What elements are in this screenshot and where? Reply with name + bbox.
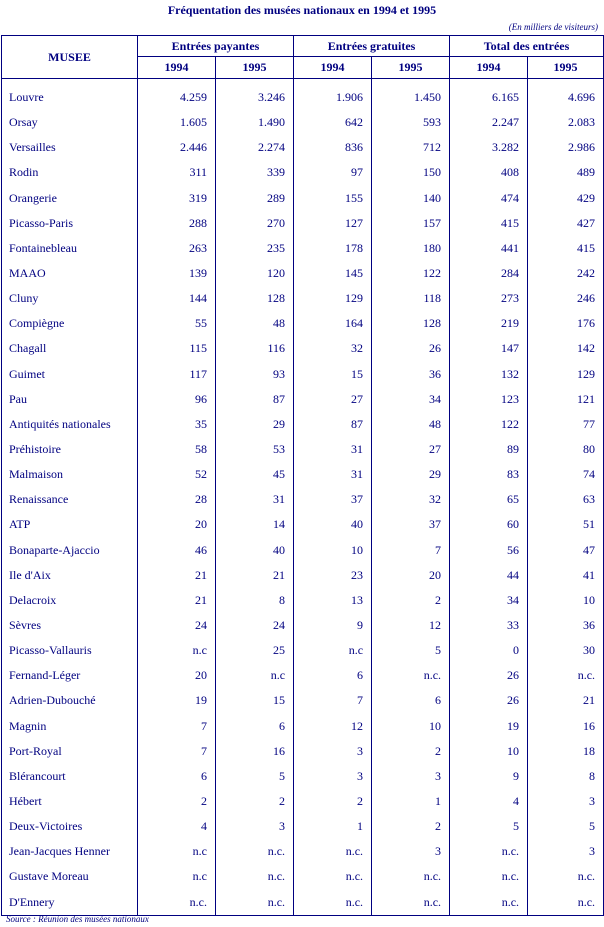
- value-cell: 10: [294, 538, 372, 563]
- value-cell: n.c.: [294, 864, 372, 889]
- museum-name-cell: Deux-Victoires: [9, 819, 83, 834]
- value-cell: 144: [138, 286, 216, 311]
- value-cell: 474: [450, 186, 528, 211]
- value-cell: 129: [294, 286, 372, 311]
- value-cell: 13: [294, 588, 372, 613]
- value-cell: 16: [216, 739, 294, 764]
- museum-name-cell: Louvre: [9, 90, 44, 105]
- value-cell: 37: [294, 487, 372, 512]
- museum-name-cell: Hébert: [9, 794, 42, 808]
- value-cell: 122: [450, 412, 528, 437]
- value-cell: 30: [528, 638, 604, 663]
- value-cell: 12: [372, 613, 450, 638]
- value-cell: 427: [528, 211, 604, 236]
- value-cell: 18: [528, 739, 604, 764]
- value-cell: 642: [294, 110, 372, 135]
- museum-name-cell: Adrien-Dubouché: [9, 693, 96, 708]
- museum-name-cell: Picasso-Paris: [9, 215, 73, 230]
- value-cell: 58: [138, 437, 216, 462]
- value-cell: 34: [372, 387, 450, 412]
- value-cell: 145: [294, 261, 372, 286]
- value-cell: 6: [138, 764, 216, 789]
- value-cell: 33: [450, 613, 528, 638]
- value-cell: 441: [450, 236, 528, 261]
- value-cell: 242: [528, 261, 604, 286]
- year-header: 1995: [372, 57, 450, 79]
- value-cell: n.c.: [216, 864, 294, 889]
- value-cell: 1: [294, 814, 372, 839]
- value-cell: 31: [216, 487, 294, 512]
- value-cell: 147: [450, 336, 528, 361]
- value-cell: 4.259: [138, 79, 216, 111]
- value-cell: 27: [372, 437, 450, 462]
- table-row: [2, 211, 604, 236]
- value-cell: 7: [372, 538, 450, 563]
- value-cell: 36: [528, 613, 604, 638]
- table-row: [2, 462, 604, 487]
- value-cell: 87: [216, 387, 294, 412]
- value-cell: 128: [216, 286, 294, 311]
- museum-name-cell: Antiquités nationales: [9, 416, 111, 431]
- value-cell: 4: [450, 789, 528, 814]
- value-cell: 235: [216, 236, 294, 261]
- year-header: 1995: [216, 57, 294, 79]
- value-cell: 56: [450, 538, 528, 563]
- value-cell: 1.605: [138, 110, 216, 135]
- value-cell: 47: [528, 538, 604, 563]
- table-row: [2, 110, 604, 135]
- value-cell: n.c.: [450, 864, 528, 889]
- museum-name-cell: Fernand-Léger: [9, 668, 81, 683]
- museum-name-cell: Jean-Jacques Henner: [9, 844, 110, 859]
- museum-attendance-table: [1, 35, 604, 916]
- value-cell: 52: [138, 462, 216, 487]
- value-cell: 35: [138, 412, 216, 437]
- value-cell: 65: [450, 487, 528, 512]
- value-cell: 74: [528, 462, 604, 487]
- museum-name-cell: Gustave Moreau: [9, 869, 89, 884]
- value-cell: 2.986: [528, 135, 604, 160]
- value-cell: 1.450: [372, 79, 450, 111]
- table-row: [2, 764, 604, 789]
- museum-name-cell: Pau: [9, 391, 27, 406]
- value-cell: 5: [372, 638, 450, 663]
- value-cell: 20: [138, 663, 216, 688]
- value-cell: 15: [216, 688, 294, 713]
- museum-name-cell: Magnin: [9, 718, 47, 733]
- table-body: [2, 79, 604, 916]
- value-cell: 9: [294, 613, 372, 638]
- year-header: 1995: [528, 57, 604, 79]
- museum-name-cell: Port-Royal: [9, 743, 62, 758]
- value-cell: 5: [216, 764, 294, 789]
- year-header: 1994: [294, 57, 372, 79]
- value-cell: 429: [528, 186, 604, 211]
- value-cell: 7: [294, 688, 372, 713]
- value-cell: 87: [294, 412, 372, 437]
- value-cell: 2: [138, 789, 216, 814]
- value-cell: 140: [372, 186, 450, 211]
- value-cell: 34: [450, 588, 528, 613]
- value-cell: 6: [294, 663, 372, 688]
- value-cell: 21: [138, 588, 216, 613]
- museum-name-cell: D'Ennery: [9, 894, 55, 909]
- value-cell: 16: [528, 714, 604, 739]
- value-cell: 48: [372, 412, 450, 437]
- value-cell: n.c: [294, 638, 372, 663]
- table-row: [2, 336, 604, 361]
- value-cell: 10: [450, 739, 528, 764]
- value-cell: 408: [450, 160, 528, 185]
- value-cell: 284: [450, 261, 528, 286]
- value-cell: 593: [372, 110, 450, 135]
- value-cell: n.c: [216, 663, 294, 688]
- museum-name-cell: Picasso-Vallauris: [9, 643, 92, 658]
- value-cell: 155: [294, 186, 372, 211]
- value-cell: 77: [528, 412, 604, 437]
- value-cell: 2.274: [216, 135, 294, 160]
- value-cell: 164: [294, 311, 372, 336]
- table-row: [2, 437, 604, 462]
- value-cell: 489: [528, 160, 604, 185]
- value-cell: 26: [450, 663, 528, 688]
- value-cell: 31: [294, 437, 372, 462]
- value-cell: 3: [372, 839, 450, 864]
- value-cell: 25: [216, 638, 294, 663]
- value-cell: 31: [294, 462, 372, 487]
- value-cell: 7: [138, 739, 216, 764]
- museum-name-cell: Renaissance: [9, 492, 69, 507]
- value-cell: 263: [138, 236, 216, 261]
- value-cell: 1.906: [294, 79, 372, 111]
- value-cell: 5: [450, 814, 528, 839]
- value-cell: 97: [294, 160, 372, 185]
- value-cell: 2: [372, 814, 450, 839]
- table-row: [2, 487, 604, 512]
- table-row: [2, 538, 604, 563]
- table-row: [2, 864, 604, 889]
- table-row: [2, 311, 604, 336]
- value-cell: 5: [528, 814, 604, 839]
- value-cell: 12: [294, 714, 372, 739]
- value-cell: 19: [450, 714, 528, 739]
- value-cell: 19: [138, 688, 216, 713]
- value-cell: n.c.: [294, 839, 372, 864]
- table-row: [2, 688, 604, 713]
- value-cell: 89: [450, 437, 528, 462]
- value-cell: n.c.: [216, 890, 294, 916]
- table-row: [2, 714, 604, 739]
- table-row: [2, 588, 604, 613]
- value-cell: 3: [528, 839, 604, 864]
- table-row: [2, 135, 604, 160]
- value-cell: 3: [216, 814, 294, 839]
- museum-name-cell: Ile d'Aix: [9, 567, 51, 582]
- value-cell: n.c.: [528, 663, 604, 688]
- value-cell: 289: [216, 186, 294, 211]
- museum-name-cell: ATP: [9, 517, 31, 532]
- value-cell: 37: [372, 512, 450, 537]
- value-cell: 270: [216, 211, 294, 236]
- value-cell: 142: [528, 336, 604, 361]
- table-row: [2, 412, 604, 437]
- value-cell: 129: [528, 362, 604, 387]
- value-cell: 7: [138, 714, 216, 739]
- value-cell: 29: [216, 412, 294, 437]
- museum-name-cell: Blérancourt: [9, 768, 66, 783]
- value-cell: 6: [372, 688, 450, 713]
- unit-note: (En milliers de visiteurs): [508, 22, 598, 32]
- value-cell: 55: [138, 311, 216, 336]
- value-cell: 127: [294, 211, 372, 236]
- museum-name-cell: Orsay: [9, 115, 38, 130]
- year-header: 1994: [450, 57, 528, 79]
- value-cell: 53: [216, 437, 294, 462]
- table-row: [2, 839, 604, 864]
- value-cell: 4.696: [528, 79, 604, 111]
- value-cell: 46: [138, 538, 216, 563]
- value-cell: 3: [372, 764, 450, 789]
- value-cell: 2.083: [528, 110, 604, 135]
- value-cell: 6: [216, 714, 294, 739]
- table-row: [2, 613, 604, 638]
- museum-name-cell: Rodin: [9, 165, 39, 180]
- value-cell: n.c.: [528, 890, 604, 916]
- value-cell: 2.247: [450, 110, 528, 135]
- value-cell: 2: [372, 588, 450, 613]
- museum-name-cell: Versailles: [9, 140, 56, 155]
- value-cell: 132: [450, 362, 528, 387]
- museum-name-cell: Bonaparte-Ajaccio: [9, 542, 100, 557]
- value-cell: 51: [528, 512, 604, 537]
- group-header-free: Entrées gratuites: [294, 36, 450, 57]
- table-row: [2, 789, 604, 814]
- table-row: [2, 261, 604, 286]
- table-row: [2, 638, 604, 663]
- table-row: [2, 663, 604, 688]
- value-cell: n.c.: [216, 839, 294, 864]
- museum-name-cell: Préhistoire: [9, 442, 61, 457]
- value-cell: 26: [450, 688, 528, 713]
- value-cell: 21: [528, 688, 604, 713]
- value-cell: 178: [294, 236, 372, 261]
- table-row: [2, 79, 604, 111]
- table-row: [2, 890, 604, 916]
- value-cell: 117: [138, 362, 216, 387]
- value-cell: 157: [372, 211, 450, 236]
- value-cell: 246: [528, 286, 604, 311]
- value-cell: 123: [450, 387, 528, 412]
- value-cell: 8: [528, 764, 604, 789]
- value-cell: 20: [138, 512, 216, 537]
- value-cell: 20: [372, 563, 450, 588]
- value-cell: 44: [450, 563, 528, 588]
- value-cell: 339: [216, 160, 294, 185]
- table-row: [2, 362, 604, 387]
- value-cell: 48: [216, 311, 294, 336]
- museum-name-cell: Guimet: [9, 366, 45, 381]
- value-cell: 8: [216, 588, 294, 613]
- value-cell: 180: [372, 236, 450, 261]
- header-group-row: [2, 36, 604, 57]
- value-cell: n.c.: [528, 864, 604, 889]
- value-cell: 128: [372, 311, 450, 336]
- table-row: [2, 563, 604, 588]
- value-cell: n.c.: [372, 663, 450, 688]
- value-cell: 115: [138, 336, 216, 361]
- source-note: Source : Réunion des musées nationaux: [6, 914, 149, 924]
- museum-name-cell: Fontainebleau: [9, 240, 77, 255]
- value-cell: 150: [372, 160, 450, 185]
- museum-name-cell: Sèvres: [9, 618, 41, 633]
- value-cell: 415: [528, 236, 604, 261]
- museum-name-cell: Malmaison: [9, 467, 63, 482]
- value-cell: 311: [138, 160, 216, 185]
- museum-name-cell: Cluny: [9, 291, 39, 306]
- value-cell: 24: [216, 613, 294, 638]
- value-cell: 28: [138, 487, 216, 512]
- value-cell: 2: [216, 789, 294, 814]
- group-header-paid: Entrées payantes: [138, 36, 294, 57]
- museum-name-cell: Delacroix: [9, 592, 57, 607]
- value-cell: n.c.: [450, 839, 528, 864]
- value-cell: n.c.: [372, 864, 450, 889]
- value-cell: 1.490: [216, 110, 294, 135]
- museum-name-cell: Orangerie: [9, 190, 57, 205]
- value-cell: 83: [450, 462, 528, 487]
- museum-name-cell: Compiègne: [9, 316, 65, 331]
- value-cell: 116: [216, 336, 294, 361]
- year-header: 1994: [138, 57, 216, 79]
- value-cell: n.c.: [294, 890, 372, 916]
- table-row: [2, 814, 604, 839]
- value-cell: 219: [450, 311, 528, 336]
- value-cell: 319: [138, 186, 216, 211]
- value-cell: 6.165: [450, 79, 528, 111]
- value-cell: 415: [450, 211, 528, 236]
- table-row: [2, 160, 604, 185]
- value-cell: 10: [372, 714, 450, 739]
- value-cell: 122: [372, 261, 450, 286]
- value-cell: 9: [450, 764, 528, 789]
- value-cell: 26: [372, 336, 450, 361]
- column-header-museum: MUSEE: [2, 36, 138, 79]
- value-cell: 118: [372, 286, 450, 311]
- table-row: [2, 286, 604, 311]
- value-cell: 4: [138, 814, 216, 839]
- value-cell: 0: [450, 638, 528, 663]
- value-cell: 139: [138, 261, 216, 286]
- museum-name-cell: Chagall: [9, 341, 47, 356]
- value-cell: 63: [528, 487, 604, 512]
- value-cell: 3.282: [450, 135, 528, 160]
- table-row: [2, 387, 604, 412]
- value-cell: 24: [138, 613, 216, 638]
- value-cell: 288: [138, 211, 216, 236]
- value-cell: 36: [372, 362, 450, 387]
- value-cell: 27: [294, 387, 372, 412]
- value-cell: 10: [528, 588, 604, 613]
- value-cell: 80: [528, 437, 604, 462]
- value-cell: 1: [372, 789, 450, 814]
- value-cell: n.c.: [138, 890, 216, 916]
- value-cell: n.c.: [450, 890, 528, 916]
- value-cell: 40: [216, 538, 294, 563]
- value-cell: 2.446: [138, 135, 216, 160]
- value-cell: 40: [294, 512, 372, 537]
- table-row: [2, 739, 604, 764]
- value-cell: 45: [216, 462, 294, 487]
- value-cell: 29: [372, 462, 450, 487]
- value-cell: n.c: [138, 864, 216, 889]
- value-cell: 3.246: [216, 79, 294, 111]
- value-cell: 41: [528, 563, 604, 588]
- value-cell: 2: [294, 789, 372, 814]
- table-row: [2, 186, 604, 211]
- museum-name-cell: MAAO: [9, 266, 46, 281]
- value-cell: 121: [528, 387, 604, 412]
- table-row: [2, 236, 604, 261]
- value-cell: 96: [138, 387, 216, 412]
- value-cell: 3: [294, 739, 372, 764]
- value-cell: n.c: [138, 839, 216, 864]
- value-cell: 3: [528, 789, 604, 814]
- value-cell: 93: [216, 362, 294, 387]
- table-row: [2, 512, 604, 537]
- value-cell: 836: [294, 135, 372, 160]
- group-header-total: Total des entrées: [450, 36, 604, 57]
- value-cell: 120: [216, 261, 294, 286]
- page-title: Fréquentation des musées nationaux en 1994 et 1995: [167, 3, 437, 17]
- value-cell: n.c.: [372, 890, 450, 916]
- value-cell: 2: [372, 739, 450, 764]
- value-cell: 176: [528, 311, 604, 336]
- value-cell: n.c: [138, 638, 216, 663]
- value-cell: 3: [294, 764, 372, 789]
- value-cell: 23: [294, 563, 372, 588]
- value-cell: 32: [372, 487, 450, 512]
- value-cell: 15: [294, 362, 372, 387]
- value-cell: 712: [372, 135, 450, 160]
- value-cell: 21: [216, 563, 294, 588]
- value-cell: 14: [216, 512, 294, 537]
- value-cell: 273: [450, 286, 528, 311]
- value-cell: 21: [138, 563, 216, 588]
- value-cell: 32: [294, 336, 372, 361]
- value-cell: 60: [450, 512, 528, 537]
